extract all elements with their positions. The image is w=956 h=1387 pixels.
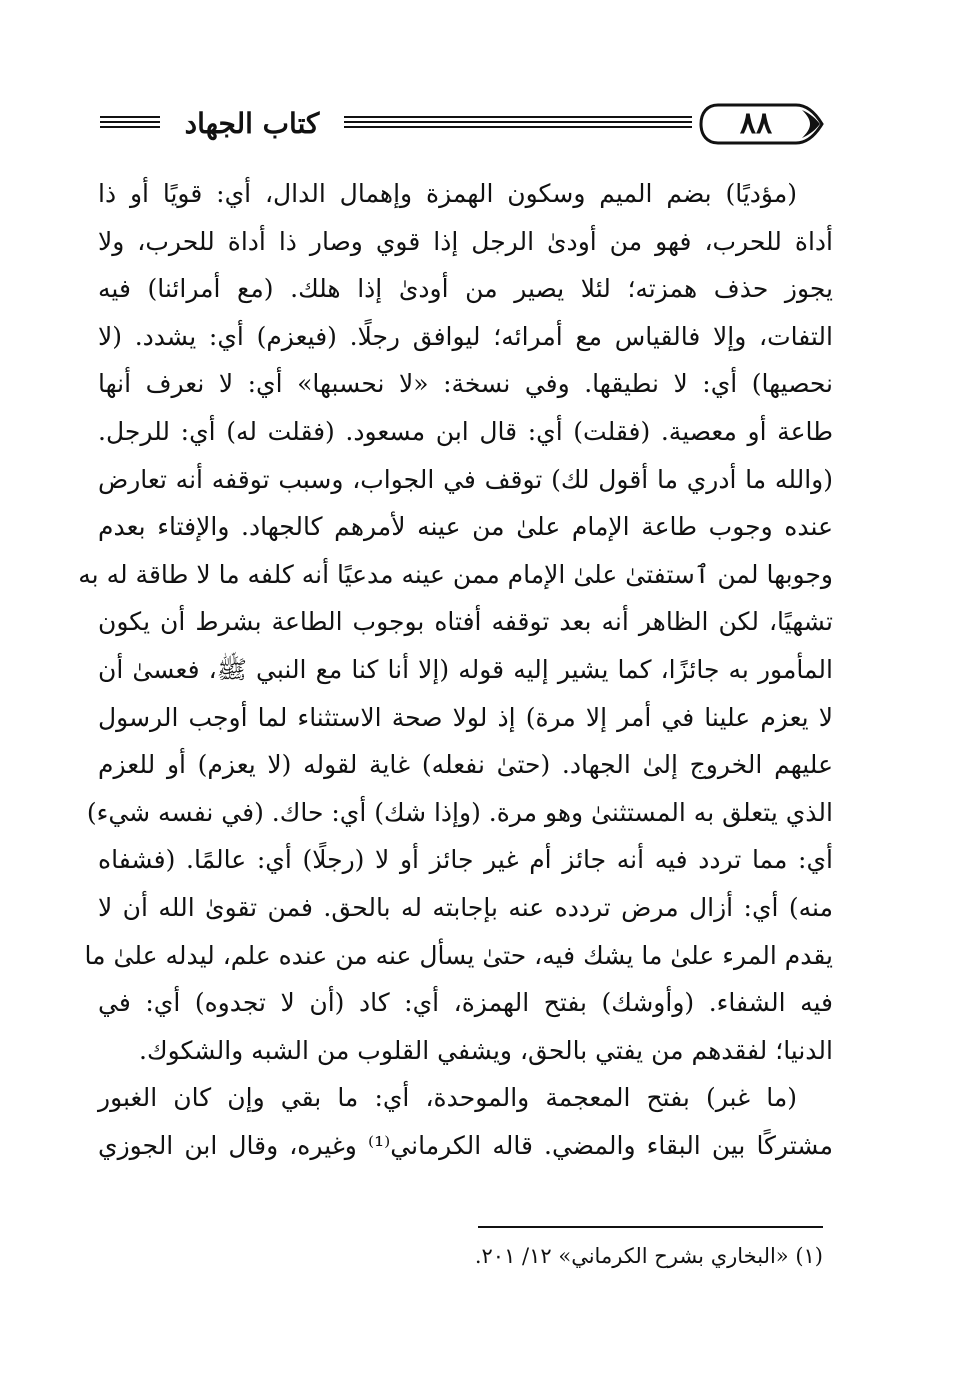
header-rule-middle	[344, 116, 692, 132]
text-line: أداة للحرب، فهو من أودىٰ الرجل إذا قوي وصار ذا أداة للحرب، ولا	[98, 226, 833, 256]
page-number: ٨٨	[739, 106, 773, 141]
page-number-badge	[698, 102, 825, 146]
text-line: (ما غبر) بفتح المعجمة والموحدة، أي: ما بقي وإن كان الغبور	[98, 1083, 797, 1113]
text-line: نحصيها) أي: لا نطيقها. وفي نسخة: «لا نحسبها» أي: لا نعرف أنها	[98, 369, 833, 399]
running-header	[100, 102, 825, 146]
text-line: الذي يتعلق به المستثنىٰ وهو مرة. (وإذا شك) أي: حاك. (في نفسه شيء)	[86, 797, 833, 827]
text-line: يقدم المرء علىٰ ما يشك فيه، حتىٰ يسأل عنه من عنده علم، ليدله علىٰ ما	[84, 940, 833, 970]
header-rule-left	[100, 116, 160, 132]
text-line: التفات، وإلا فالقياس مع أمرائه؛ ليوافق رجلًا. (فيعزم) أي: يشدد. (لا	[98, 321, 833, 351]
text-line: مشتركًا بين البقاء والمضي. قاله الكرماني⁽¹⁾ وغيره، وقال ابن الجوزي	[98, 1130, 833, 1160]
footnote-separator	[478, 1226, 823, 1228]
text-line: الدنيا؛ لفقدهم من يفتي بالحق، ويشفي القلوب من الشبه والشكوك.	[139, 1035, 833, 1065]
text-line: المأمور به جائزًا، كما يشير إليه قوله (إلا أنا كنا مع النبي ﷺ، فعسىٰ أن	[98, 654, 833, 684]
text-line: (مؤديًا) بضم الميم وسكون الهمزة وإهمال الدال، أي: قويًا أو ذا	[98, 179, 797, 208]
text-line: يجوز حذف همزته؛ لئلا يصير من أودىٰ إذا هلك. (مع أمرائنا) فيه	[98, 274, 833, 304]
book-title: كتاب الجهاد	[184, 107, 320, 140]
main-text	[78, 170, 833, 1169]
text-line: طاعة أو معصية. (فقلت) أي: قال ابن مسعود. (فقلت له) أي: للرجل.	[98, 416, 833, 446]
text-line: (والله ما أدري ما أقول لك) توقف في الجواب، وسبب توقفه أنه تعارض	[98, 464, 833, 494]
text-line: عنده وجوب طاعة الإمام علىٰ من عينه لأمرهم كالجهاد. والإفتاء بعدم	[98, 512, 833, 542]
text-line: فيه الشفاء. (وأوشك) بفتح الهمزة، أي: كاد (أن لا تجدوه) أي: في	[98, 988, 833, 1018]
text-line: لا يعزم علينا في أمر إلا مرة) إذ لولا صحة الاستثناء لما أوجب الرسول	[98, 702, 833, 732]
text-line: تشهيًا، لكن الظاهر أنه بعد توقفه أفتاه بوجوب الطاعة بشرط أن يكون	[98, 607, 833, 637]
text-line: أي: مما تردد فيه أنه جائز أم غير جائز أو لا (رجلًا) أي: عالمًا. (فشفاه	[98, 845, 833, 875]
text-line: وجوبها لمن ٱستفتىٰ علىٰ الإمام ممن عينه مدعيًا أنه كلفه ما لا طاقة له به	[78, 559, 833, 589]
footnote: (١) «البخاري بشرح الكرماني» ١٢/ ٢٠١.	[474, 1244, 823, 1268]
text-line: منه) أي: أزال مرض تردده عنه بإجابته له بالحق. فمن تقوىٰ الله أن لا	[98, 892, 833, 922]
text-line: عليهم الخروج إلىٰ الجهاد. (حتىٰ نفعله) غاية لقوله (لا يعزم) أو للعزم	[98, 750, 833, 780]
